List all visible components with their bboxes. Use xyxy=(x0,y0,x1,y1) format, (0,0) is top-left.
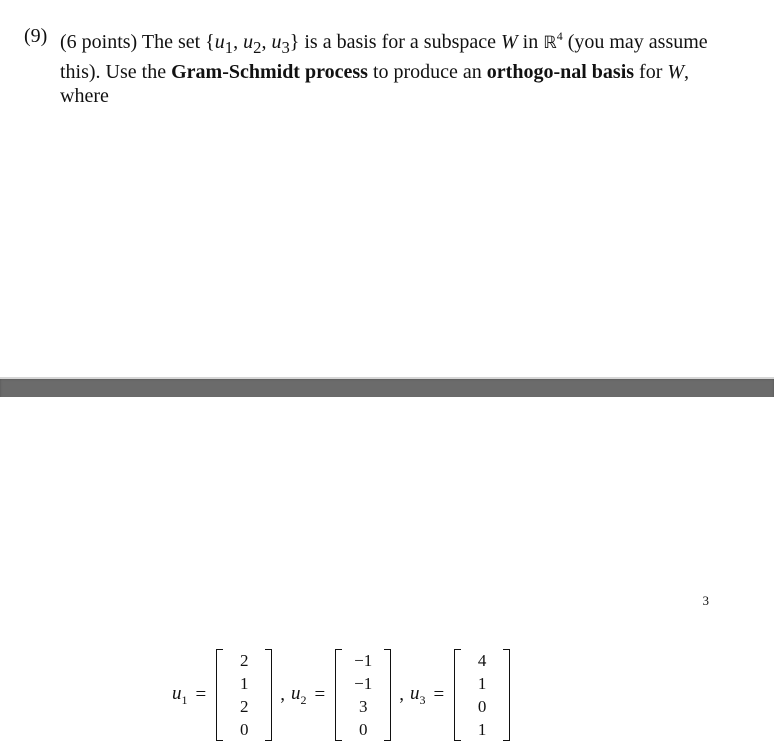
problem-number: (9) xyxy=(24,25,48,47)
text-segment: in xyxy=(517,31,544,53)
exponent: 4 xyxy=(556,29,563,43)
matrix-entry: 4 xyxy=(477,651,487,670)
vector-u3 xyxy=(454,649,510,741)
page-divider xyxy=(0,377,774,397)
subscript: 3 xyxy=(419,692,426,707)
equals-sign: = xyxy=(433,684,445,705)
vector-u1 xyxy=(216,649,272,741)
subscript: 2 xyxy=(253,38,262,57)
subscript: 1 xyxy=(181,692,188,707)
problem-points: (6 points) xyxy=(60,31,138,53)
subscript: 2 xyxy=(300,692,307,707)
matrix-entry: 0 xyxy=(239,720,249,739)
var-u: u xyxy=(409,682,420,704)
matrix-entry: 2 xyxy=(239,697,249,716)
text-segment: to produce an xyxy=(367,61,487,83)
matrix-entry: 1 xyxy=(239,674,249,693)
var-u: u xyxy=(290,682,301,704)
var-u: u xyxy=(243,31,254,53)
subscript: 1 xyxy=(224,38,234,57)
text-segment: , where xyxy=(60,61,690,107)
comma: , xyxy=(399,684,404,705)
reals-symbol: ℝ xyxy=(543,33,557,53)
equals-sign: = xyxy=(314,684,326,705)
vector-label-u2 xyxy=(291,683,307,708)
text-segment: (you may assume this). Use the xyxy=(60,31,708,83)
matrix-entry: −1 xyxy=(354,651,373,670)
page-bottom xyxy=(0,397,774,752)
var-W: W xyxy=(667,61,685,83)
text-segment: for xyxy=(634,61,668,83)
orthogonal-basis-term: orthogo-nal basis xyxy=(486,61,635,83)
vector-label-u1 xyxy=(172,683,188,708)
page-number: 3 xyxy=(702,593,709,608)
text-segment: } is a basis for a subspace xyxy=(289,31,501,53)
var-W: W xyxy=(500,31,518,53)
equals-sign: = xyxy=(195,684,207,705)
vector-label-u3 xyxy=(410,683,426,708)
problem-statement xyxy=(24,24,724,108)
matrix-entry: 3 xyxy=(358,697,368,716)
var-u: u xyxy=(271,31,282,53)
vector-u2 xyxy=(335,649,391,741)
comma: , xyxy=(280,684,285,705)
matrix-entry: 1 xyxy=(477,720,487,739)
text-segment: The set { xyxy=(141,31,215,53)
subscript: 3 xyxy=(281,38,290,57)
var-u: u xyxy=(214,31,225,53)
matrix-entry: −1 xyxy=(354,674,373,693)
vector-definitions xyxy=(172,649,510,741)
matrix-entry: 0 xyxy=(358,720,368,739)
problem-text: (6 points) The set {$u_1$, $u_2$, $u_3$} is a basis for a subspace W in ℝ$^4$ (you may assume this). Use the Gram-Schmidt process to produce an orthogo-nal basis for W, where xyxy=(60,29,708,107)
gram-schmidt-term: Gram-Schmidt process xyxy=(171,61,368,83)
matrix-entry: 0 xyxy=(477,697,487,716)
matrix-entry: 1 xyxy=(477,674,487,693)
matrix-entry: 2 xyxy=(239,651,249,670)
var-u: u xyxy=(172,682,182,704)
